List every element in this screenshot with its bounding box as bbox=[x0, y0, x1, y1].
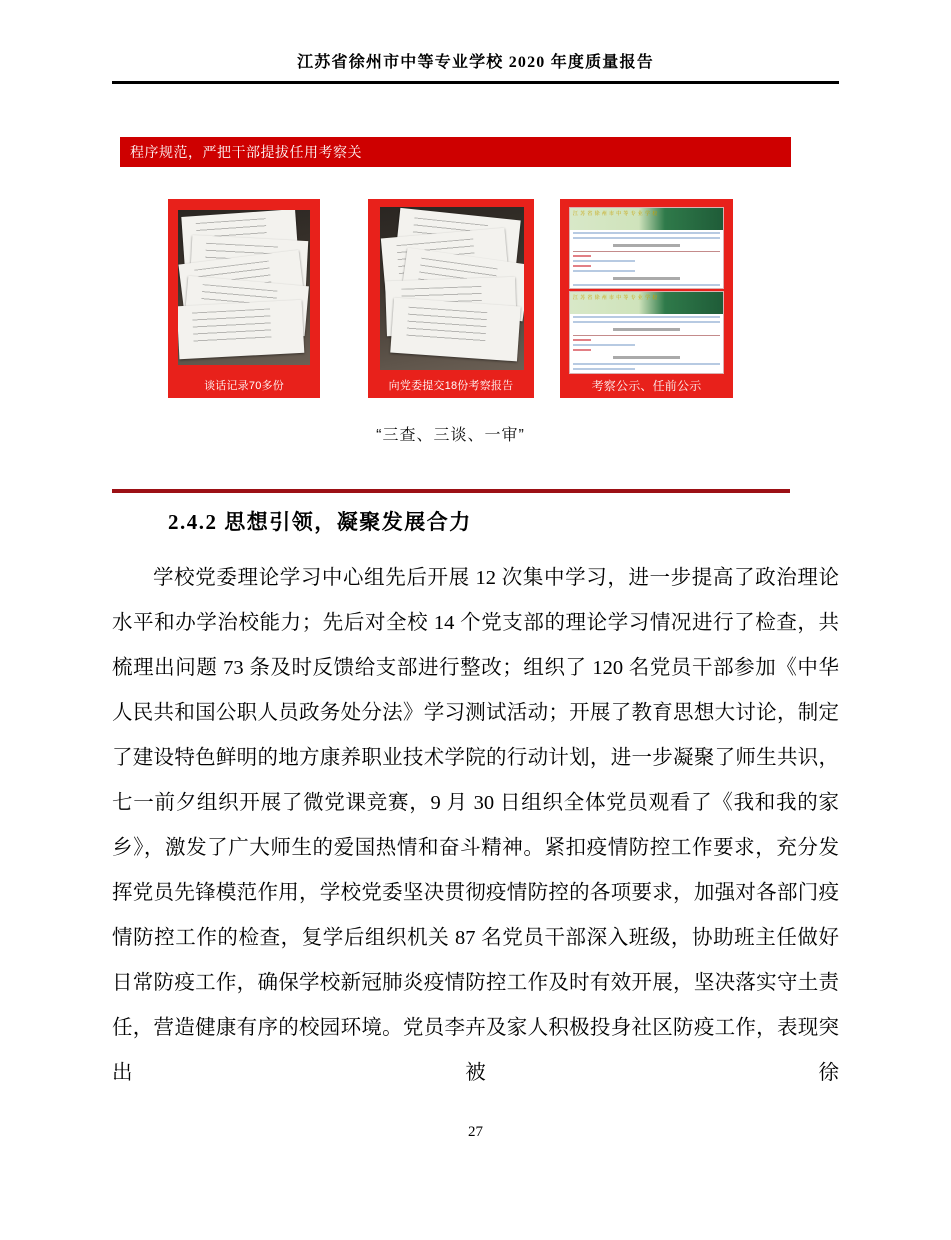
announcement-title-line bbox=[613, 244, 681, 247]
body-paragraph: 学校党委理论学习中心组先后开展 12 次集中学习，进一步提高了政治理论水平和办学治校能力；先后对全校 14 个党支部的理论学习情况进行了检查，共梳理出问题 73 条及时反馈给支部进行整改；组织了 120 名党员干部参加《中华人民共和国公职人员政务处分法》学习测试活动；开展了教育思想大讨论，制定了建设特色鲜明的地方康养职业技术学院的行动计划，进一步凝聚了师生共识，七一前夕组织开展了微党课竞赛，9 月 30 日组织全体党员观看了《我和我的家乡》，激发了广大师生的爱国热情和奋斗精神。紧扣疫情防控工作要求，充分发挥党员先锋模范作用，学校党委坚决贯彻疫情防控的各项要求，加强对各部门疫情防控工作的检查，复学后组织机关 87 名党员干部深入班级，协助班主任做好日常防疫工作，确保学校新冠肺炎疫情防控工作及时有效开展，坚决落实守土责任，营造健康有序的校园环境。党员李卉及家人积极投身社区防疫工作，表现突出被徐 bbox=[112, 567, 839, 1084]
site-banner bbox=[570, 208, 723, 230]
running-header-text: 江苏省徐州市中等专业学校 2020 年度质量报告 bbox=[297, 54, 654, 71]
announcement-body bbox=[570, 230, 723, 289]
site-banner-text: 江苏省徐州市中等专业学校 bbox=[573, 211, 660, 217]
text-line bbox=[573, 363, 720, 365]
site-banner-text: 江苏省徐州市中等专业学校 bbox=[573, 294, 660, 301]
text-line bbox=[573, 270, 635, 272]
figure-3 bbox=[560, 199, 733, 398]
running-header bbox=[112, 52, 839, 74]
figure-3-caption: 考察公示、任前公示 bbox=[591, 379, 702, 393]
announcement-screenshot-top bbox=[569, 207, 724, 289]
section-heading: 2.4.2 思想引领，凝聚发展合力 bbox=[168, 510, 472, 534]
figure-3-photo bbox=[569, 207, 724, 374]
text-line bbox=[573, 344, 635, 346]
figure-2 bbox=[368, 199, 534, 398]
figure-1 bbox=[168, 199, 320, 398]
figure-1-photo bbox=[178, 210, 310, 365]
text-line bbox=[573, 339, 591, 341]
announcement-screenshot-bottom bbox=[569, 291, 724, 375]
paper-sheet bbox=[178, 300, 305, 359]
site-banner bbox=[570, 292, 723, 314]
text-line bbox=[573, 349, 591, 351]
text-line bbox=[573, 321, 720, 323]
figure-row bbox=[168, 199, 733, 398]
header-rule bbox=[112, 81, 839, 84]
text-line bbox=[573, 260, 635, 262]
figure-2-photo bbox=[380, 207, 524, 370]
divider-line bbox=[573, 251, 720, 252]
text-line bbox=[573, 237, 720, 239]
figure-2-caption: 向党委提交18份考察报告 bbox=[388, 380, 514, 392]
red-caption-banner bbox=[120, 137, 791, 167]
text-line bbox=[573, 232, 720, 234]
section-divider-rule bbox=[112, 489, 790, 493]
announcement-title-line bbox=[613, 356, 681, 359]
red-caption-banner-text: 程序规范，严把干部提拔任用考察关 bbox=[130, 144, 362, 160]
figure-1-caption: 谈话记录70多份 bbox=[204, 380, 284, 392]
paper-sheet bbox=[390, 297, 520, 361]
announcement-title-line bbox=[613, 328, 681, 331]
text-line bbox=[573, 316, 720, 318]
divider-line bbox=[573, 335, 720, 336]
text-line bbox=[573, 284, 720, 286]
text-line bbox=[573, 368, 635, 370]
body-text-block bbox=[112, 556, 839, 1096]
announcement-title-line bbox=[613, 277, 681, 280]
figure-sub-caption: “三查、三谈、一审” bbox=[376, 427, 525, 444]
announcement-body bbox=[570, 314, 723, 375]
page-number: 27 bbox=[468, 1124, 483, 1140]
text-line bbox=[573, 265, 591, 267]
text-line bbox=[573, 255, 591, 257]
